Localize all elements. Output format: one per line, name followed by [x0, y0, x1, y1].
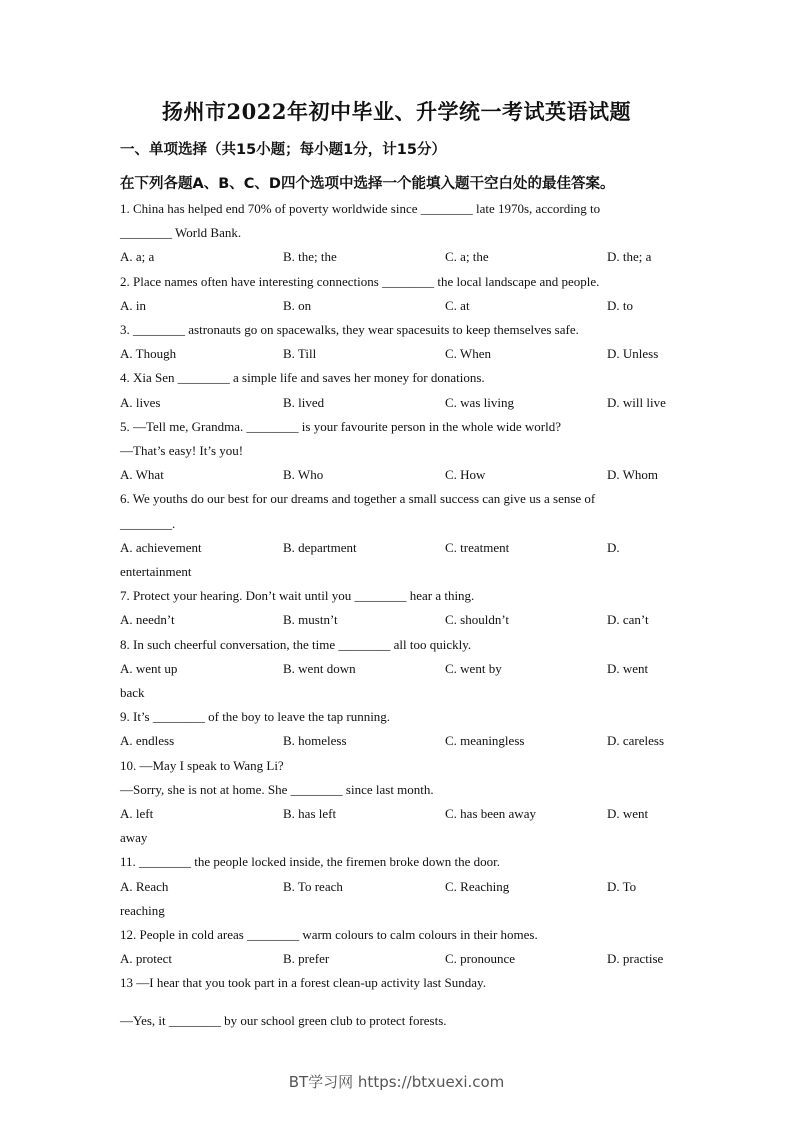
answer-option: D. careless	[607, 733, 665, 749]
answer-option: D. went	[607, 660, 649, 676]
answer-option: A. needn’t	[120, 612, 175, 628]
answer-option: A. a; a	[120, 249, 155, 265]
question-line: 4. Xia Sen ________ a simple life and saves her money for donations.	[120, 370, 485, 386]
answer-option: A. achievement	[120, 539, 202, 555]
answer-option: D. Whom	[607, 467, 659, 483]
answer-option: D. to	[607, 297, 633, 313]
answer-option: D. went	[607, 806, 649, 821]
answer-option: D. practise	[607, 951, 664, 967]
question-line: away	[120, 830, 148, 846]
answer-option: A. lives	[120, 394, 161, 410]
answer-option: B. Who	[283, 467, 324, 483]
answer-option: C. meaningless	[445, 733, 525, 749]
exam-title: 扬州市2022年初中毕业、升学统一考试英语试题	[162, 99, 631, 124]
answer-option: A. Reach	[120, 878, 169, 894]
question-line: —That’s easy! It’s you!	[120, 443, 244, 458]
question-line: 12. People in cold areas ________ warm colours to calm colours in their homes.	[120, 927, 538, 942]
answer-option: C. has been away	[445, 806, 536, 821]
question-line: 6. We youths do our best for our dreams and together a small success can give us a sense of	[120, 491, 596, 507]
answer-option: C. a; the	[445, 249, 489, 265]
answer-option: B. mustn’t	[283, 612, 338, 628]
answer-option: A. Though	[120, 346, 177, 362]
section-heading: 一、单项选择（共15小题；每小题1分，计15分）	[120, 142, 446, 158]
question-line: back	[120, 685, 145, 700]
answer-option: B. To reach	[283, 878, 343, 894]
answer-option: A. protect	[120, 951, 172, 967]
answer-option: B. Till	[283, 346, 317, 362]
question-line: 3. ________ astronauts go on spacewalks, they wear spacesuits to keep themselves safe.	[120, 322, 579, 337]
question-line: 13 —I hear that you took part in a forest clean-up activity last Sunday.	[120, 975, 486, 991]
answer-option: D. To	[607, 878, 637, 894]
answer-option: A. went up	[120, 660, 178, 676]
answer-option: A. What	[120, 467, 164, 483]
watermark-footer: BT学习网 https://btxuexi.com	[288, 1073, 505, 1091]
question-line: reaching	[120, 902, 165, 918]
answer-option: C. How	[445, 467, 486, 483]
answer-option: D. can’t	[607, 612, 649, 628]
question-line: 2. Place names often have interesting connections ________ the local landscape and people.	[120, 273, 600, 289]
answer-option: B. the; the	[283, 249, 337, 265]
answer-option: C. shouldn’t	[445, 612, 510, 628]
question-line: 1. China has helped end 70% of poverty worldwide since ________ late 1970s, according to	[120, 201, 601, 216]
answer-option: A. in	[120, 297, 146, 313]
question-line: 7. Protect your hearing. Don’t wait until you ________ hear a thing.	[120, 588, 475, 604]
question-line: 11. ________ the people locked inside, the firemen broke down the door.	[120, 854, 501, 870]
answer-option: B. department	[283, 539, 357, 555]
question-line: 9. It’s ________ of the boy to leave the tap running.	[120, 709, 391, 725]
answer-option: C. was living	[445, 394, 514, 410]
answer-option: C. When	[445, 346, 491, 362]
question-line: 8. In such cheerful conversation, the time ________ all too quickly.	[120, 636, 472, 652]
question-line: ________.	[120, 515, 176, 531]
answer-option: C. Reaching	[445, 878, 510, 894]
question-line: —Sorry, she is not at home. She ________ since last month.	[120, 781, 434, 797]
question-line: 5. —Tell me, Grandma. ________ is your favourite person in the whole wide world?	[120, 418, 561, 434]
answer-option: D. Unless	[607, 346, 659, 362]
instruction: 在下列各题A、B、C、D四个选项中选择一个能填入题干空白处的最佳答案。	[120, 176, 615, 192]
question-line: ________ World Bank.	[120, 225, 242, 241]
answer-option: D. will live	[607, 394, 666, 410]
answer-option: C. went by	[445, 660, 502, 676]
question-line: —Yes, it ________ by our school green club to protect forests.	[120, 1012, 447, 1028]
question-line: 10. —May I speak to Wang Li?	[120, 757, 284, 773]
answer-option: A. endless	[120, 733, 175, 749]
answer-option: B. went down	[283, 660, 356, 676]
answer-option: A. left	[120, 806, 154, 821]
answer-option: D. the; a	[607, 249, 652, 265]
answer-option: C. treatment	[445, 539, 510, 555]
answer-option: B. lived	[283, 394, 325, 410]
answer-option: B. prefer	[283, 951, 330, 967]
answer-option: B. homeless	[283, 733, 347, 749]
answer-option: C. pronounce	[445, 951, 516, 967]
answer-option: C. at	[445, 297, 470, 313]
answer-option: B. has left	[283, 806, 337, 821]
question-line: entertainment	[120, 564, 192, 579]
answer-option: B. on	[283, 297, 312, 313]
answer-option: D.	[607, 539, 620, 555]
